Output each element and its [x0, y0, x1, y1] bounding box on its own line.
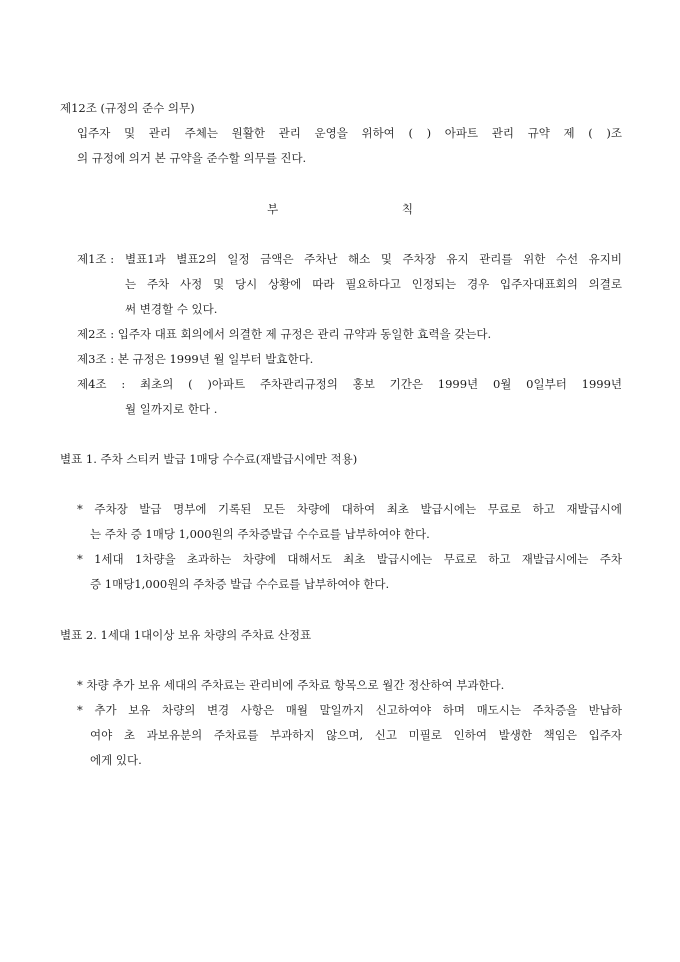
article-12-heading: 제12조 (규정의 준수 의무) — [60, 101, 195, 115]
appendix-1-heading: 별표 1. 주차 스티커 발급 1매당 수수료(재발급시에만 적용) — [60, 452, 358, 466]
appendix-1-item-2-line-1: * 1세대 1차량을 초과하는 차량에 대해서도 최초 발급시에는 무료로 하고 재발급시에는 주차 — [77, 552, 622, 566]
supp-article-2: 제2조 : 입주자 대표 회의에서 의결한 제 규정은 관리 규약과 동일한 효력을 갖는다. — [77, 327, 492, 341]
appendix-1-item-2-line-2: 증 1매당1,000원의 주차증 발급 수수료를 납부하여야 한다. — [90, 577, 390, 591]
appendix-2-item-1-line-1: * 차량 추가 보유 세대의 주차료는 관리비에 주차료 항목으로 월간 정산하여 부과한다. — [77, 678, 505, 692]
supp-article-1-line-2: 는 주차 사정 및 당시 상황에 따라 필요하다고 인정되는 경우 입주자대표회의 의결로 — [125, 277, 622, 291]
supp-article-4-line-2: 월 일까지로 한다 . — [125, 402, 218, 416]
appendix-2-item-2-line-3: 에게 있다. — [90, 753, 142, 767]
appendix-1-item-1-line-2: 는 주차 증 1매당 1,000원의 주차증발급 수수료를 납부하여야 한다. — [90, 527, 430, 541]
supplementary-title: 부 칙 — [267, 202, 473, 216]
supp-article-1-label: 제1조 : — [77, 252, 115, 266]
appendix-1-item-1-line-1: * 주차장 발급 명부에 기록된 모든 차량에 대하여 최초 발급시에는 무료로 하고 재발급시에 — [77, 502, 622, 516]
supp-article-4-line-1: 제4조 : 최초의 ( )아파트 주차관리규정의 홍보 기간은 1999년 0월 0일부터 1999년 — [77, 377, 622, 391]
supp-article-1-line-1: 별표1과 별표2의 일정 금액은 주차난 해소 및 주차장 유지 관리를 위한 수선 유지비 — [125, 252, 622, 266]
article-12-text-line-1: 입주자 및 관리 주체는 원활한 관리 운영을 위하여 ( ) 아파트 관리 규약 제 ( )조 — [77, 126, 622, 140]
appendix-2-item-2-line-1: * 추가 보유 차량의 변경 사항은 매월 말일까지 신고하여야 하며 매도시는 주차증을 반납하 — [77, 703, 622, 717]
appendix-2-heading: 별표 2. 1세대 1대이상 보유 차량의 주차료 산정표 — [60, 628, 312, 642]
article-12-text-line-2: 의 규정에 의거 본 규약을 준수할 의무를 진다. — [77, 151, 307, 165]
supp-article-3: 제3조 : 본 규정은 1999년 월 일부터 발효한다. — [77, 352, 314, 366]
supp-article-1-line-3: 써 변경할 수 있다. — [125, 302, 218, 316]
appendix-2-item-2-line-2: 여야 초 과보유분의 주차료를 부과하지 않으며, 신고 미필로 인하여 발생한 책임은 입주자 — [90, 728, 622, 742]
